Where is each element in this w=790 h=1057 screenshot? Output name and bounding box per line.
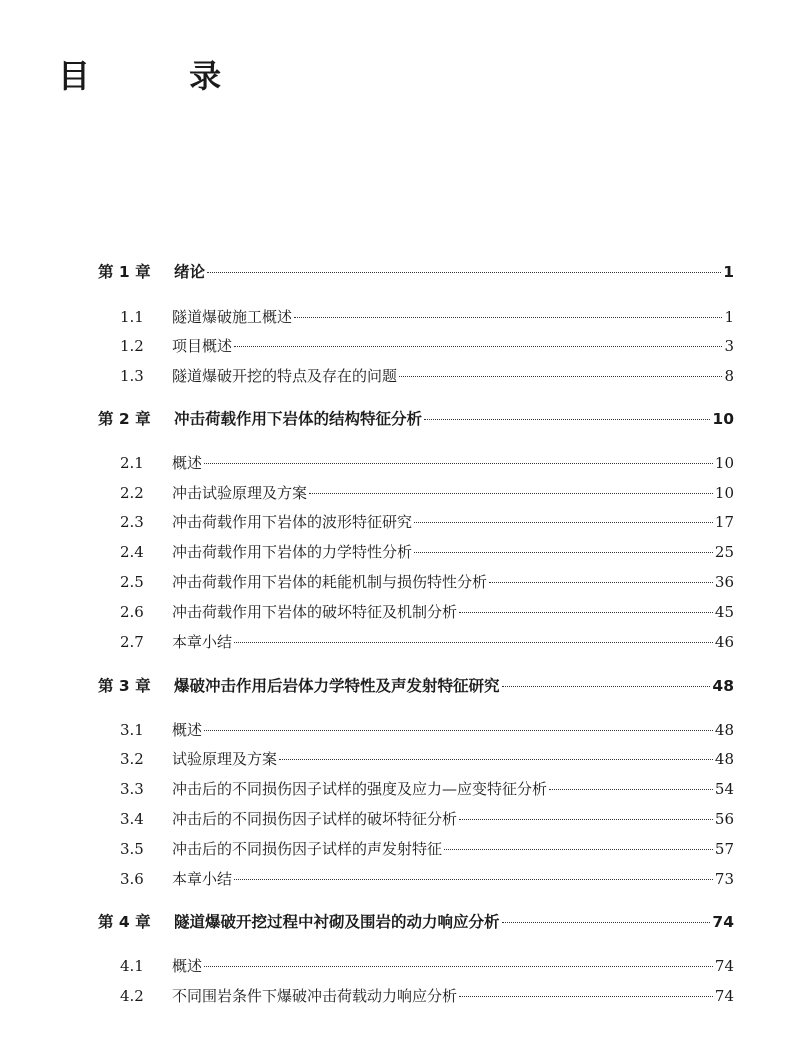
- section-title: 项目概述: [172, 337, 233, 355]
- page-number: 74: [714, 987, 734, 1005]
- dot-leader: [204, 463, 713, 464]
- chapter-title: 爆破冲击作用后岩体力学特性及声发射特征研究: [174, 677, 500, 695]
- section-title: 本章小结: [172, 633, 233, 651]
- toc-section-1-2[interactable]: [120, 334, 734, 358]
- section-number: 2.2: [120, 484, 144, 502]
- section-title: 冲击荷载作用下岩体的耗能机制与损伤特性分析: [172, 573, 488, 591]
- page-number: 10: [714, 484, 734, 502]
- toc-chapter-1[interactable]: [98, 260, 734, 284]
- toc-section-2-2[interactable]: [120, 481, 734, 505]
- section-title: 冲击后的不同损伤因子试样的声发射特征: [172, 840, 443, 858]
- section-title: 冲击试验原理及方案: [172, 484, 308, 502]
- page-number: 56: [714, 810, 734, 828]
- section-title: 冲击荷载作用下岩体的力学特性分析: [172, 543, 413, 561]
- toc-section-4-2[interactable]: [120, 984, 734, 1008]
- section-number: 3.3: [120, 780, 144, 798]
- dot-leader: [424, 419, 710, 420]
- page-number: 73: [714, 870, 734, 888]
- dot-leader: [414, 522, 713, 523]
- page-number: 25: [714, 543, 734, 561]
- section-number: 3.1: [120, 721, 144, 739]
- toc-section-1-1[interactable]: [120, 305, 734, 329]
- toc-section-3-3[interactable]: [120, 777, 734, 801]
- toc-section-3-4[interactable]: [120, 807, 734, 831]
- toc-chapter-2[interactable]: [98, 407, 734, 431]
- toc-section-1-3[interactable]: [120, 364, 734, 388]
- page-number: 45: [714, 603, 734, 621]
- dot-leader: [234, 642, 713, 643]
- dot-leader: [459, 996, 713, 997]
- page-number: 10: [714, 454, 734, 472]
- page-number: 17: [714, 513, 734, 531]
- section-title: 冲击荷载作用下岩体的波形特征研究: [172, 513, 413, 531]
- toc-section-3-2[interactable]: [120, 747, 734, 771]
- dot-leader: [204, 730, 713, 731]
- section-number: 2.1: [120, 454, 144, 472]
- toc-chapter-3[interactable]: [98, 674, 734, 698]
- dot-leader: [207, 272, 721, 273]
- page-number: 48: [714, 721, 734, 739]
- page-number: 3: [724, 337, 734, 355]
- dot-leader: [309, 493, 713, 494]
- toc-section-3-5[interactable]: [120, 837, 734, 861]
- dot-leader: [549, 789, 713, 790]
- toc-chapter-4[interactable]: [98, 910, 734, 934]
- section-number: 3.5: [120, 840, 144, 858]
- toc-section-2-5[interactable]: [120, 570, 734, 594]
- dot-leader: [234, 346, 722, 347]
- section-number: 1.3: [120, 367, 144, 385]
- page-number: 48: [712, 677, 734, 695]
- chapter-title: 冲击荷载作用下岩体的结构特征分析: [174, 410, 423, 428]
- chapter-number: 第 1 章: [98, 263, 151, 281]
- page-number: 74: [712, 913, 734, 931]
- section-number: 4.1: [120, 957, 144, 975]
- page-number: 57: [714, 840, 734, 858]
- page-number: 36: [714, 573, 734, 591]
- section-title: 冲击后的不同损伤因子试样的破坏特征分析: [172, 810, 458, 828]
- toc-section-3-1[interactable]: [120, 718, 734, 742]
- chapter-number: 第 4 章: [98, 913, 151, 931]
- section-title: 本章小结: [172, 870, 233, 888]
- dot-leader: [204, 966, 713, 967]
- section-title: 试验原理及方案: [172, 750, 278, 768]
- chapter-number: 第 3 章: [98, 677, 151, 695]
- section-number: 2.4: [120, 543, 144, 561]
- dot-leader: [234, 879, 713, 880]
- page-number: 1: [723, 263, 734, 281]
- dot-leader: [502, 686, 711, 687]
- section-title: 冲击荷载作用下岩体的破坏特征及机制分析: [172, 603, 458, 621]
- page-number: 8: [724, 367, 734, 385]
- chapter-title: 隧道爆破开挖过程中衬砌及围岩的动力响应分析: [174, 913, 500, 931]
- toc-section-3-6[interactable]: [120, 867, 734, 891]
- section-title: 不同围岩条件下爆破冲击荷载动力响应分析: [172, 987, 458, 1005]
- section-number: 1.2: [120, 337, 144, 355]
- dot-leader: [444, 849, 713, 850]
- chapter-number: 第 2 章: [98, 410, 151, 428]
- section-number: 2.3: [120, 513, 144, 531]
- section-number: 3.6: [120, 870, 144, 888]
- dot-leader: [279, 759, 713, 760]
- section-title: 概述: [172, 957, 203, 975]
- section-title: 冲击后的不同损伤因子试样的强度及应力—应变特征分析: [172, 780, 548, 798]
- page-number: 74: [714, 957, 734, 975]
- toc-section-4-1[interactable]: [120, 954, 734, 978]
- page-number: 1: [724, 308, 734, 326]
- section-number: 3.2: [120, 750, 144, 768]
- section-number: 2.5: [120, 573, 144, 591]
- toc-section-2-7[interactable]: [120, 630, 734, 654]
- page-number: 46: [714, 633, 734, 651]
- section-number: 4.2: [120, 987, 144, 1005]
- section-number: 2.7: [120, 633, 144, 651]
- section-title: 概述: [172, 454, 203, 472]
- dot-leader: [414, 552, 713, 553]
- dot-leader: [459, 819, 713, 820]
- page-number: 54: [714, 780, 734, 798]
- dot-leader: [294, 317, 722, 318]
- dot-leader: [459, 612, 713, 613]
- chapter-title: 绪论: [174, 263, 206, 281]
- section-number: 1.1: [120, 308, 144, 326]
- dot-leader: [502, 922, 711, 923]
- section-title: 隧道爆破施工概述: [172, 308, 293, 326]
- section-title: 隧道爆破开挖的特点及存在的问题: [172, 367, 398, 385]
- section-title: 概述: [172, 721, 203, 739]
- page-number: 10: [712, 410, 734, 428]
- toc-section-2-1[interactable]: [120, 451, 734, 475]
- dot-leader: [489, 582, 713, 583]
- page-title: 目 录: [58, 57, 266, 95]
- dot-leader: [399, 376, 722, 377]
- page-number: 48: [714, 750, 734, 768]
- toc-section-2-6[interactable]: [120, 600, 734, 624]
- toc-section-2-4[interactable]: [120, 540, 734, 564]
- section-number: 2.6: [120, 603, 144, 621]
- section-number: 3.4: [120, 810, 144, 828]
- toc-section-2-3[interactable]: [120, 510, 734, 534]
